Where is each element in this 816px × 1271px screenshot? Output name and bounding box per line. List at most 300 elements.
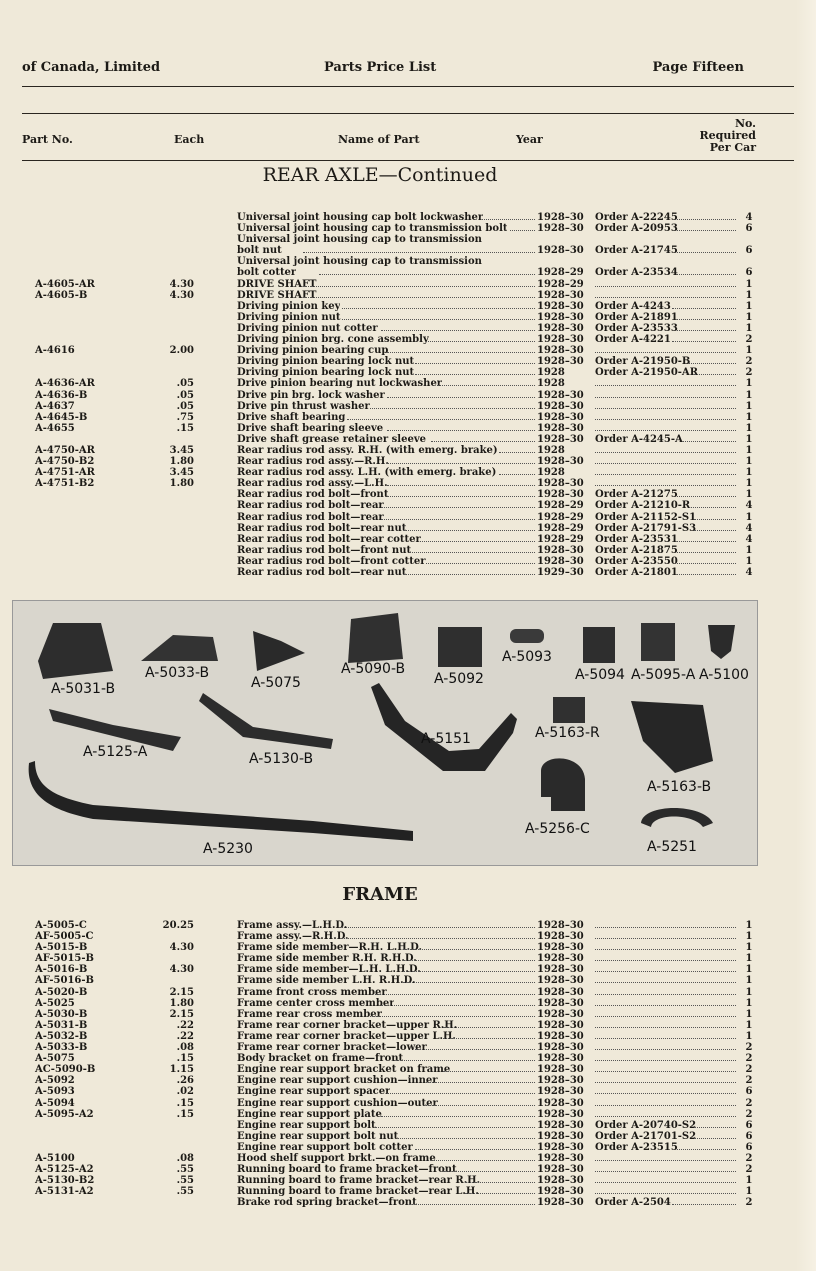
dot-leader — [392, 1053, 535, 1061]
document-title: Parts Price List — [324, 60, 437, 75]
label-a5125a: A-5125-A — [83, 744, 148, 760]
year: 1928–30 — [537, 422, 584, 434]
part-name: Rear radius rod bolt—rear — [237, 511, 384, 523]
parts-photo — [12, 600, 758, 866]
bracket-a5075-shape — [253, 631, 305, 671]
price: 1.80 — [169, 456, 194, 468]
part-name: Drive shaft bearing — [237, 411, 346, 423]
year: 1928–30 — [537, 1164, 584, 1176]
part-number: AC-5090-B — [35, 1064, 96, 1076]
quantity: 1 — [745, 400, 753, 412]
year: 1928–30 — [537, 997, 584, 1009]
year: 1928–29 — [537, 278, 584, 290]
quantity: 1 — [745, 931, 753, 943]
year: 1928–30 — [537, 920, 584, 931]
dot-leader — [694, 512, 736, 520]
dot-leader — [375, 987, 535, 995]
table-row — [0, 953, 816, 964]
quantity: 1 — [745, 378, 753, 390]
dot-leader — [381, 323, 535, 331]
rear-axle-title: REAR AXLE—Continued — [262, 164, 498, 186]
table-row — [0, 390, 816, 401]
plate-a5095-shape — [641, 623, 675, 661]
table-row — [0, 445, 816, 456]
order-reference: Order A-22245 — [595, 212, 678, 223]
year: 1928–30 — [537, 942, 584, 954]
part-number: A-4751-B2 — [35, 478, 95, 490]
part-number: A-4750-B2 — [35, 456, 95, 468]
part-number: A-5030-B — [35, 1008, 88, 1020]
dot-leader — [387, 456, 535, 464]
part-name: Running board to frame bracket—rear L.H. — [237, 1186, 479, 1198]
quantity: 6 — [745, 223, 753, 235]
table-row — [0, 223, 816, 234]
price: 4.30 — [169, 289, 194, 301]
price: 20.25 — [162, 920, 194, 931]
order-reference: Order A-21950-B — [595, 356, 691, 368]
dot-leader — [595, 975, 736, 983]
dot-leader — [415, 367, 535, 375]
table-row — [0, 456, 816, 467]
dot-leader — [381, 500, 535, 508]
part-number: A-5005-C — [35, 920, 87, 931]
quantity: 2 — [745, 1075, 753, 1087]
dot-leader — [387, 478, 535, 486]
dot-leader — [694, 1120, 736, 1128]
dot-leader — [595, 920, 736, 928]
part-name: Engine rear support spacer — [237, 1086, 391, 1098]
dot-leader — [595, 1153, 736, 1161]
dot-leader — [387, 390, 535, 398]
quantity: 2 — [745, 1164, 753, 1176]
table-row — [0, 467, 816, 478]
part-name: Hood shelf support brkt.—on frame — [237, 1152, 436, 1164]
part-name: bolt nut — [237, 245, 282, 257]
dot-leader — [595, 1053, 736, 1061]
column-headings — [22, 118, 756, 160]
order-reference: Order A-21745 — [595, 245, 678, 257]
label-a5031b: A-5031-B — [51, 681, 116, 697]
price: .55 — [176, 1164, 194, 1176]
price: .15 — [176, 1053, 194, 1065]
part-name: Engine rear support cushion—inner — [237, 1075, 438, 1087]
dot-leader — [677, 245, 736, 253]
part-number: A-5094 — [35, 1097, 75, 1109]
part-number: A-5033-B — [35, 1042, 88, 1054]
table-row — [0, 323, 816, 334]
quantity: 6 — [745, 267, 753, 279]
dot-leader — [426, 556, 535, 564]
quantity: 4 — [745, 567, 753, 578]
bracket-a5163b-shape — [631, 701, 713, 773]
part-name: Frame front cross member — [237, 986, 387, 998]
dot-leader — [595, 445, 736, 453]
parts-photo-drawing — [13, 601, 759, 867]
part-name: Engine rear support cushion—outer — [237, 1097, 438, 1109]
dot-leader — [499, 445, 535, 453]
part-name: Body bracket on frame—front — [237, 1053, 404, 1065]
year: 1928 — [537, 444, 565, 456]
column-head-top-rule — [22, 113, 794, 114]
dot-leader — [595, 478, 736, 486]
part-name: Engine rear support bolt — [237, 1119, 376, 1131]
order-reference: Order A-4221 — [595, 334, 671, 346]
dot-leader — [595, 964, 736, 972]
dot-leader — [387, 423, 535, 431]
price: 4.30 — [169, 942, 194, 954]
table-row — [0, 334, 816, 345]
table-row — [0, 1042, 816, 1053]
quantity: 1 — [745, 920, 753, 931]
quantity: 1 — [745, 478, 753, 490]
year: 1928 — [537, 467, 565, 479]
quantity: 1 — [745, 986, 753, 998]
order-reference: Order A-4243 — [595, 300, 671, 312]
year: 1928–30 — [537, 322, 584, 334]
dot-leader — [595, 345, 736, 353]
quantity: 6 — [745, 1130, 753, 1142]
dot-leader — [342, 931, 535, 939]
quantity: 1 — [745, 422, 753, 434]
col-required — [686, 118, 756, 154]
order-reference: Order A-21801 — [595, 567, 678, 578]
quantity: 4 — [745, 533, 753, 545]
table-row — [0, 556, 816, 567]
dot-leader — [347, 412, 535, 420]
table-row — [0, 1075, 816, 1086]
running-head — [22, 60, 744, 80]
dot-leader — [303, 290, 535, 298]
dot-leader — [595, 1042, 736, 1050]
part-name: Frame side member—L.H. L.H.D. — [237, 964, 421, 976]
year: 1928–30 — [537, 311, 584, 323]
year: 1928–30 — [537, 544, 584, 556]
part-name: Rear radius rod bolt—rear — [237, 500, 384, 512]
dot-leader — [426, 334, 535, 342]
table-row — [0, 1020, 816, 1031]
spacer-a5093-shape — [510, 629, 544, 643]
table-row — [0, 534, 816, 545]
label-a5163r: A-5163-R — [535, 725, 600, 741]
dot-leader — [465, 1186, 535, 1194]
dot-leader — [595, 1175, 736, 1183]
part-name: DRIVE SHAFT — [237, 289, 317, 301]
table-row — [0, 1086, 816, 1097]
quantity: 2 — [745, 1152, 753, 1164]
quantity: 4 — [745, 212, 753, 223]
col-name: Name of Part — [338, 133, 420, 146]
year: 1928–30 — [537, 1086, 584, 1098]
dot-leader — [595, 953, 736, 961]
quantity: 1 — [745, 411, 753, 423]
year: 1928–30 — [537, 334, 584, 346]
part-name: Rear radius rod bolt—front cotter — [237, 555, 426, 567]
column-head-bottom-rule — [22, 160, 794, 161]
label-a5100: A-5100 — [699, 667, 749, 683]
year: 1928–30 — [537, 555, 584, 567]
year: 1928–30 — [537, 931, 584, 943]
part-number: A-5031-B — [35, 1019, 88, 1031]
dot-leader — [595, 412, 736, 420]
year: 1928–30 — [537, 1008, 584, 1020]
part-number: A-5095-A2 — [35, 1108, 94, 1120]
dot-leader — [595, 279, 736, 287]
table-row — [0, 412, 816, 423]
dot-leader — [375, 1120, 535, 1128]
dot-leader — [677, 1142, 736, 1150]
year: 1928–30 — [537, 245, 584, 257]
quantity: 1 — [745, 953, 753, 965]
part-number: A-5032-B — [35, 1030, 88, 1042]
quantity: 6 — [745, 245, 753, 257]
quantity: 1 — [745, 467, 753, 479]
dot-leader — [683, 434, 736, 442]
price: .15 — [176, 422, 194, 434]
price: .05 — [176, 389, 194, 401]
table-row — [0, 345, 816, 356]
table-row — [0, 301, 816, 312]
dot-leader — [370, 1009, 535, 1017]
dot-leader — [482, 212, 535, 220]
dot-leader — [694, 523, 736, 531]
label-a5130b: A-5130-B — [249, 751, 314, 767]
part-number: A-5131-A2 — [35, 1186, 94, 1198]
dot-leader — [595, 931, 736, 939]
dot-leader — [403, 567, 535, 575]
cushion-a5092-shape — [438, 627, 482, 667]
order-reference: Order A-23550 — [595, 555, 678, 567]
quantity: 6 — [745, 1086, 753, 1098]
part-name: Rear radius rod assy. R.H. (with emerg. brake) — [237, 444, 498, 456]
dot-leader — [595, 942, 736, 950]
year: 1928–29 — [537, 511, 584, 523]
table-row — [0, 267, 816, 278]
part-name: Rear radius rod bolt—rear nut — [237, 567, 407, 578]
quantity: 1 — [745, 300, 753, 312]
year: 1928–30 — [537, 456, 584, 468]
dot-leader — [426, 1075, 535, 1083]
part-name: Rear radius rod assy. L.H. (with emerg. brake) — [237, 467, 497, 479]
part-name: Driving pinion nut cotter — [237, 322, 378, 334]
year: 1928–30 — [537, 1097, 584, 1109]
dot-leader — [415, 1142, 535, 1150]
part-name: Running board to frame bracket—rear R.H. — [237, 1175, 481, 1187]
year: 1928–30 — [537, 1030, 584, 1042]
quantity: 2 — [745, 356, 753, 368]
quantity: 2 — [745, 1108, 753, 1120]
order-reference: Order A-21875 — [595, 544, 678, 556]
part-number: A-5016-B — [35, 964, 88, 976]
part-number: AF-5005-C — [35, 931, 94, 943]
quantity: 1 — [745, 433, 753, 445]
dot-leader — [677, 556, 736, 564]
dot-leader — [595, 1086, 736, 1094]
part-name: Frame center cross member — [237, 997, 395, 1009]
dot-leader — [342, 301, 535, 309]
dot-leader — [415, 1042, 535, 1050]
dot-leader — [595, 998, 736, 1006]
table-row — [0, 1164, 816, 1175]
table-row — [0, 312, 816, 323]
table-row — [0, 1053, 816, 1064]
order-reference: Order A-21152-S1 — [595, 511, 697, 523]
dot-leader — [595, 1098, 736, 1106]
dot-leader — [595, 290, 736, 298]
year: 1928–30 — [537, 223, 584, 235]
table-row — [0, 500, 816, 511]
part-name: Rear radius rod assy.—L.H. — [237, 478, 388, 490]
dot-leader — [672, 1197, 736, 1205]
part-name: Rear radius rod bolt—front nut — [237, 544, 412, 556]
price: .08 — [176, 1152, 194, 1164]
dot-leader — [595, 423, 736, 431]
quantity: 1 — [745, 1186, 753, 1198]
dot-leader — [595, 1186, 736, 1194]
year: 1928–30 — [537, 1053, 584, 1065]
part-name: Brake rod spring bracket—front — [237, 1197, 417, 1209]
table-row — [0, 523, 816, 534]
dot-leader — [499, 467, 535, 475]
label-a5251: A-5251 — [647, 839, 697, 855]
dot-leader — [381, 1109, 535, 1117]
col-required-line3: Per Car — [709, 141, 756, 154]
part-name: Drive shaft grease retainer sleeve — [237, 433, 426, 445]
year: 1928–30 — [537, 433, 584, 445]
table-row — [0, 478, 816, 489]
company-name: of Canada, Limited — [22, 60, 161, 75]
part-number: A-5100 — [35, 1152, 75, 1164]
price: .15 — [176, 1108, 194, 1120]
table-row — [0, 1142, 816, 1153]
part-number: A-5025 — [35, 997, 75, 1009]
label-a5094: A-5094 — [575, 667, 625, 683]
dot-leader — [409, 1197, 535, 1205]
year: 1928–30 — [537, 400, 584, 412]
dot-leader — [689, 500, 736, 508]
label-a5075: A-5075 — [251, 675, 301, 691]
dot-leader — [595, 1075, 736, 1083]
quantity: 1 — [745, 975, 753, 987]
table-row — [0, 245, 816, 256]
price: .15 — [176, 1097, 194, 1109]
part-number: A-4655 — [35, 422, 75, 434]
price: .75 — [176, 411, 194, 423]
part-name: Frame rear corner bracket—upper L.H. — [237, 1030, 456, 1042]
table-row — [0, 1131, 816, 1142]
part-name: Driving pinion bearing lock nut — [237, 356, 415, 368]
order-reference: Order A-23534 — [595, 267, 678, 279]
table-row — [0, 367, 816, 378]
order-reference: Order A-21210-R — [595, 500, 691, 512]
price: 1.80 — [169, 997, 194, 1009]
table-row — [0, 942, 816, 953]
dot-leader — [677, 567, 736, 575]
price: .05 — [176, 400, 194, 412]
quantity: 1 — [745, 444, 753, 456]
part-name: Frame side member—R.H. L.H.D. — [237, 942, 422, 954]
part-name: Frame rear corner bracket—lower — [237, 1042, 427, 1054]
quantity: 4 — [745, 522, 753, 534]
part-number: AF-5015-B — [35, 953, 94, 965]
year: 1928–30 — [537, 986, 584, 998]
year: 1928–30 — [537, 1119, 584, 1131]
part-number: A-5130-B2 — [35, 1175, 95, 1187]
part-name: Universal joint housing cap to transmission — [237, 256, 482, 268]
price: .55 — [176, 1175, 194, 1187]
dot-leader — [387, 489, 535, 497]
table-row — [0, 290, 816, 301]
clamp-a5251-shape — [641, 808, 713, 827]
year: 1928–30 — [537, 1130, 584, 1142]
year: 1928–30 — [537, 1186, 584, 1198]
year: 1929–30 — [537, 567, 584, 578]
order-reference: Order A-21701-S2 — [595, 1130, 697, 1142]
table-row — [0, 356, 816, 367]
bracket-a5090-shape — [348, 613, 403, 663]
part-number: A-4637 — [35, 400, 75, 412]
part-number: A-4605-B — [35, 289, 88, 301]
part-name: bolt cotter — [237, 267, 297, 279]
table-row — [0, 1153, 816, 1164]
dot-leader — [672, 301, 736, 309]
label-a5095a: A-5095-A — [631, 667, 696, 683]
table-row — [0, 1175, 816, 1186]
dot-leader — [510, 223, 535, 231]
clamp-a5256-shape — [541, 758, 585, 811]
price: .05 — [176, 378, 194, 390]
table-row — [0, 401, 816, 412]
dot-leader — [595, 987, 736, 995]
frame-table — [0, 920, 816, 1208]
table-row — [0, 256, 816, 267]
dot-leader — [672, 334, 736, 342]
year: 1928 — [537, 367, 565, 379]
year: 1928–30 — [537, 1064, 584, 1076]
table-row — [0, 234, 816, 245]
label-a5093: A-5093 — [502, 649, 552, 665]
year: 1928–30 — [537, 1075, 584, 1087]
price: .22 — [176, 1030, 194, 1042]
dot-leader — [387, 345, 535, 353]
pipe-a5230-shape — [29, 761, 413, 841]
order-reference: Order A-21275 — [595, 489, 678, 501]
bracket-a5130-shape — [199, 693, 333, 749]
part-number: A-5075 — [35, 1053, 75, 1065]
year: 1928–30 — [537, 478, 584, 490]
quantity: 1 — [745, 511, 753, 523]
dot-leader — [403, 953, 535, 961]
dot-leader — [381, 512, 535, 520]
price: 2.00 — [169, 345, 194, 357]
order-reference: Order A-20953 — [595, 223, 678, 235]
quantity: 6 — [745, 1119, 753, 1131]
dot-leader — [677, 545, 736, 553]
year: 1928–29 — [537, 267, 584, 279]
price: .26 — [176, 1075, 194, 1087]
part-name: Frame rear corner bracket—upper R.H. — [237, 1019, 458, 1031]
order-reference: Order A-2504 — [595, 1197, 671, 1209]
quantity: 1 — [745, 1030, 753, 1042]
table-row — [0, 1031, 816, 1042]
label-a5256c: A-5256-C — [525, 821, 590, 837]
year: 1928–30 — [537, 212, 584, 223]
part-name: DRIVE SHAFT — [237, 278, 317, 290]
dot-leader — [677, 212, 736, 220]
part-name: Driving pinion nut — [237, 311, 341, 323]
order-reference: Order A-4245-A — [595, 433, 683, 445]
page-number: Page Fifteen — [652, 60, 744, 75]
part-name: Drive pin thrust washer — [237, 400, 370, 412]
